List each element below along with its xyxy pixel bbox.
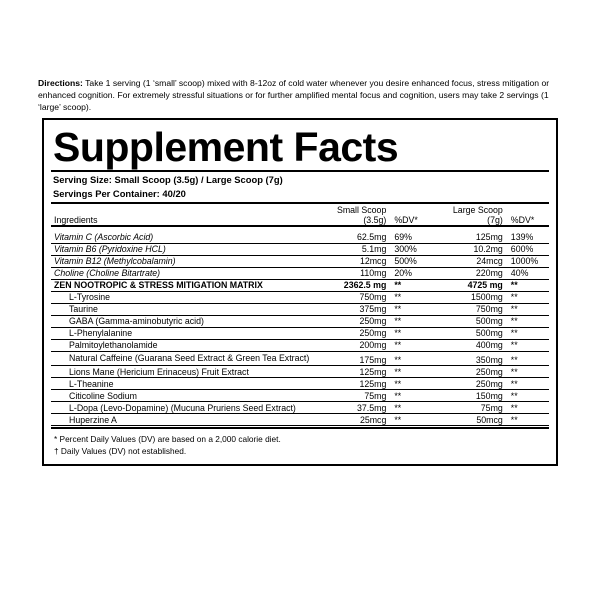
table-row bbox=[51, 267, 549, 279]
small-scoop-amount: 25mcg bbox=[359, 414, 387, 425]
directions-text: Take 1 serving (1 ‘small’ scoop) mixed with 8-12oz of cold water whenever you desire enhanced focus, stress mitigation or enhanced cognition. For extremely stressful situations or for further amplified mental focus and cognition, users may take 2 servings (1 ‘large’ scoop). bbox=[38, 77, 550, 113]
ingredient-name: Vitamin C (Ascorbic Acid) bbox=[54, 232, 154, 242]
ingredient-name: L-Tyrosine bbox=[69, 292, 111, 302]
header-small-scoop-label: Small Scoop bbox=[336, 204, 387, 215]
directions-label: Directions: bbox=[38, 77, 83, 88]
small-scoop-amount: 125mg bbox=[359, 378, 387, 389]
ingredient-name: Vitamin B12 (Methylcobalamin) bbox=[54, 256, 176, 266]
table-row bbox=[51, 291, 549, 303]
large-scoop-amount: 220mg bbox=[475, 268, 503, 278]
ingredient-name: Palmitoylethanolamide bbox=[69, 340, 158, 350]
table-row bbox=[51, 327, 549, 339]
small-scoop-amount: 750mg bbox=[359, 292, 387, 302]
small-scoop-dv: ** bbox=[394, 328, 402, 338]
large-scoop-amount: 75mg bbox=[480, 402, 503, 413]
footnote-dv-not-established: † Daily Values (DV) not established. bbox=[54, 446, 187, 457]
table-row bbox=[51, 243, 549, 255]
large-scoop-amount: 500mg bbox=[475, 328, 503, 338]
table-row bbox=[51, 339, 549, 351]
small-scoop-dv: ** bbox=[394, 292, 402, 302]
servings-per-container: Servings Per Container: 40/20 bbox=[53, 188, 186, 199]
table-row bbox=[51, 232, 549, 243]
panel-title: Supplement Facts bbox=[53, 124, 399, 170]
footnotes bbox=[51, 429, 549, 457]
table-row bbox=[51, 378, 549, 390]
small-scoop-dv: ** bbox=[394, 354, 402, 365]
facts-table-body bbox=[51, 227, 549, 426]
large-scoop-dv: ** bbox=[510, 414, 518, 425]
large-scoop-dv: ** bbox=[510, 390, 518, 401]
table-row bbox=[51, 303, 549, 315]
small-scoop-amount: 125mg bbox=[359, 366, 387, 377]
large-scoop-amount: 150mg bbox=[475, 390, 503, 401]
table-row bbox=[51, 255, 549, 267]
large-scoop-dv: ** bbox=[510, 354, 518, 365]
table-row bbox=[51, 402, 549, 414]
small-scoop-dv: 20% bbox=[394, 268, 412, 278]
large-scoop-dv: ** bbox=[510, 378, 518, 389]
directions-paragraph bbox=[38, 77, 566, 114]
table-row bbox=[51, 414, 549, 426]
large-scoop-dv: ** bbox=[510, 280, 518, 290]
large-scoop-amount: 750mg bbox=[475, 304, 503, 314]
header-dv-large: %DV* bbox=[510, 214, 535, 225]
ingredient-name: L-Theanine bbox=[69, 378, 114, 389]
ingredient-name: Huperzine A bbox=[69, 414, 117, 425]
large-scoop-amount: 500mg bbox=[475, 316, 503, 326]
header-small-scoop-sub: (3.5g) bbox=[363, 214, 387, 225]
small-scoop-dv: ** bbox=[394, 316, 402, 326]
header-row bbox=[51, 204, 549, 225]
small-scoop-dv: ** bbox=[394, 366, 402, 377]
table-row bbox=[51, 366, 549, 378]
small-scoop-dv: 300% bbox=[394, 244, 417, 254]
large-scoop-amount: 125mg bbox=[475, 232, 503, 242]
small-scoop-dv: ** bbox=[394, 378, 402, 389]
large-scoop-amount: 10.2mg bbox=[473, 244, 503, 254]
header-dv-small: %DV* bbox=[394, 214, 418, 225]
large-scoop-dv: 1000% bbox=[510, 256, 539, 266]
large-scoop-dv: ** bbox=[510, 304, 518, 314]
small-scoop-dv: ** bbox=[394, 340, 402, 350]
supplement-facts-panel bbox=[42, 118, 558, 466]
large-scoop-dv: 40% bbox=[510, 268, 529, 278]
header-large-scoop bbox=[433, 204, 503, 225]
table-row bbox=[51, 351, 549, 365]
ingredient-name: L-Dopa (Levo-Dopamine) (Mucuna Pruriens Seed Extract) bbox=[69, 402, 296, 413]
ingredient-name: Lions Mane (Hericium Erinaceus) Fruit Extract bbox=[69, 366, 249, 377]
table-row bbox=[51, 279, 549, 291]
ingredient-name: Citicoline Sodium bbox=[69, 390, 137, 401]
ingredient-name: Choline (Choline Bitartrate) bbox=[54, 268, 161, 278]
small-scoop-amount: 62.5mg bbox=[357, 232, 387, 242]
table-row bbox=[51, 390, 549, 402]
large-scoop-dv: ** bbox=[510, 292, 518, 302]
small-scoop-amount: 5.1mg bbox=[361, 244, 387, 254]
small-scoop-amount: 12mcg bbox=[359, 256, 387, 266]
facts-table-body-wrap bbox=[51, 227, 549, 427]
small-scoop-amount: 375mg bbox=[359, 304, 387, 314]
large-scoop-dv: 600% bbox=[510, 244, 534, 254]
large-scoop-amount: 50mcg bbox=[476, 414, 503, 425]
large-scoop-amount: 250mg bbox=[475, 378, 503, 389]
header-large-scoop-label: Large Scoop bbox=[452, 204, 503, 215]
small-scoop-dv: ** bbox=[394, 280, 402, 290]
small-scoop-amount: 75mg bbox=[364, 390, 387, 401]
small-scoop-amount: 37.5mg bbox=[357, 402, 387, 413]
ingredient-name: GABA (Gamma-aminobutyric acid) bbox=[69, 316, 204, 326]
header-ingredients: Ingredients bbox=[54, 214, 98, 225]
header-large-scoop-sub: (7g) bbox=[487, 214, 503, 225]
large-scoop-dv: ** bbox=[510, 366, 518, 377]
ingredient-name: ZEN NOOTROPIC & STRESS MITIGATION MATRIX bbox=[54, 280, 263, 290]
large-scoop-amount: 4725 mg bbox=[467, 280, 503, 290]
small-scoop-dv: ** bbox=[394, 390, 402, 401]
large-scoop-amount: 1500mg bbox=[471, 292, 503, 302]
facts-table bbox=[51, 204, 549, 225]
small-scoop-amount: 175mg bbox=[359, 354, 387, 365]
large-scoop-dv: ** bbox=[510, 402, 518, 413]
large-scoop-amount: 250mg bbox=[475, 366, 503, 377]
large-scoop-dv: ** bbox=[510, 328, 518, 338]
large-scoop-amount: 350mg bbox=[475, 354, 503, 365]
large-scoop-amount: 24mcg bbox=[476, 256, 503, 266]
small-scoop-dv: ** bbox=[394, 402, 402, 413]
small-scoop-amount: 110mg bbox=[360, 268, 387, 278]
facts-table-header bbox=[51, 204, 549, 225]
ingredient-name: L-Phenylalanine bbox=[69, 328, 133, 338]
header-small-scoop bbox=[320, 204, 386, 225]
large-scoop-dv: ** bbox=[510, 340, 518, 350]
small-scoop-dv: 500% bbox=[394, 256, 417, 266]
small-scoop-amount: 250mg bbox=[359, 328, 387, 338]
serving-size: Serving Size: Small Scoop (3.5g) / Large Scoop (7g) bbox=[53, 174, 283, 185]
large-scoop-amount: 400mg bbox=[475, 340, 503, 350]
footnote-dv-basis: * Percent Daily Values (DV) are based on a 2,000 calorie diet. bbox=[54, 434, 281, 445]
small-scoop-amount: 250mg bbox=[359, 316, 387, 326]
ingredient-name: Vitamin B6 (Pyridoxine HCL) bbox=[54, 244, 166, 254]
small-scoop-amount: 2362.5 mg bbox=[343, 280, 387, 290]
small-scoop-dv: 69% bbox=[394, 232, 412, 242]
large-scoop-dv: ** bbox=[510, 316, 518, 326]
table-row bbox=[51, 315, 549, 327]
small-scoop-dv: ** bbox=[394, 414, 402, 425]
ingredient-name: Natural Caffeine (Guarana Seed Extract & Green Tea Extract) bbox=[69, 353, 310, 363]
small-scoop-amount: 200mg bbox=[359, 340, 387, 350]
row-separator bbox=[51, 425, 549, 426]
small-scoop-dv: ** bbox=[394, 304, 402, 314]
large-scoop-dv: 139% bbox=[510, 232, 534, 242]
ingredient-name: Taurine bbox=[69, 304, 98, 314]
